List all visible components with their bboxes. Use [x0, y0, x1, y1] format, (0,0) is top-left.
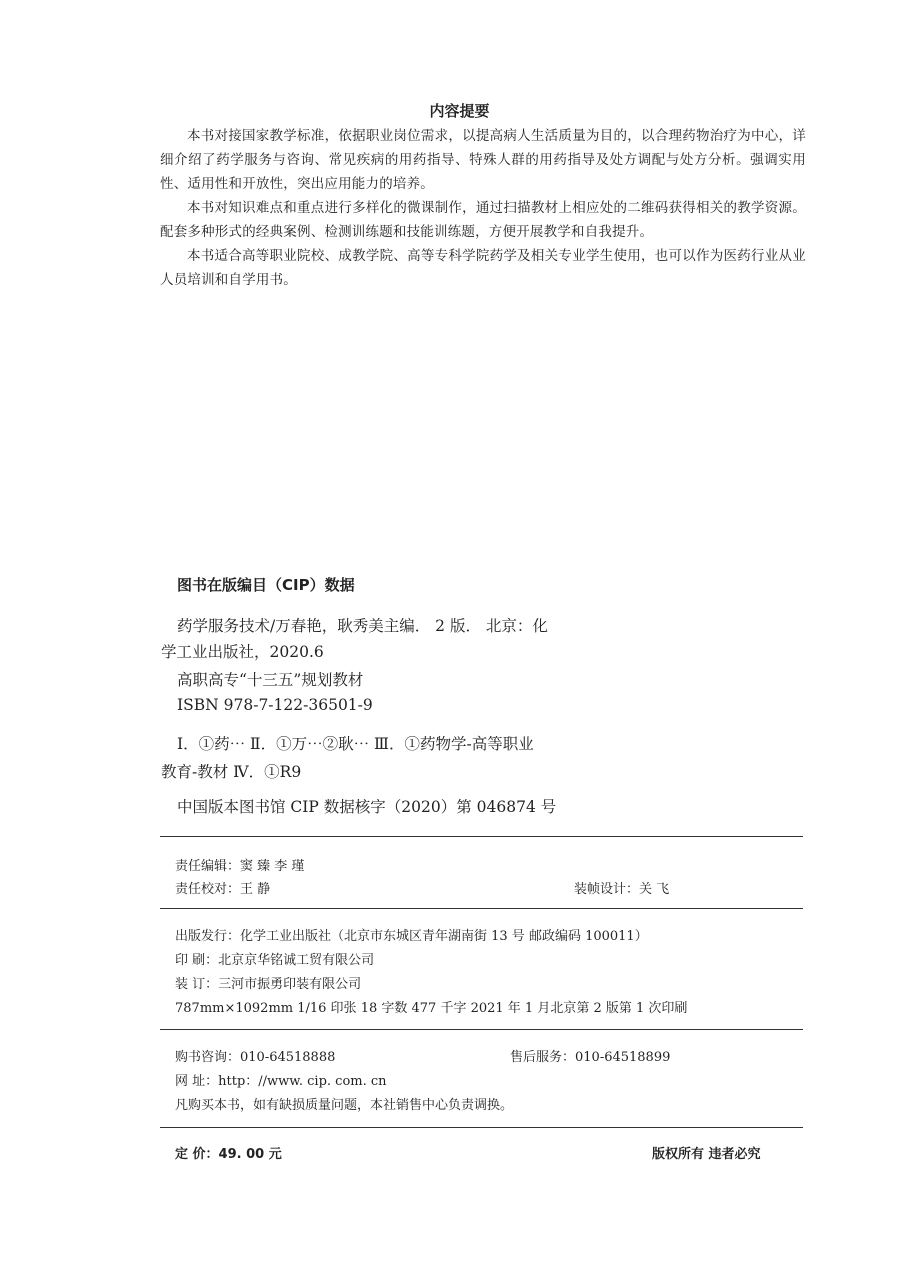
cip-line-3: 高职高专“十三五”规划教材 — [177, 671, 364, 689]
cip-isbn: ISBN 978-7-122-36501-9 — [177, 696, 373, 714]
summary-title: 内容提要 — [429, 102, 490, 120]
responsible-proofreader: 责任校对：王 静 — [175, 882, 271, 897]
price: 定 价：49. 00 元 — [175, 1147, 282, 1162]
cip-line-6: 教育-教材 Ⅳ．①R9 — [161, 763, 302, 781]
summary-paragraph: 本书适合高等职业院校、成教学院、高等专科学院药学及相关专业学生使用，也可以作为医药行业从业人员培训和自学用书。 — [160, 248, 806, 288]
summary-body — [160, 124, 806, 292]
print-specs: 787mm×1092mm 1/16 印张 18 字数 477 千字 2021 年 1 月北京第 2 版第 1 次印刷 — [175, 1001, 688, 1016]
purchase-phone: 购书咨询：010-64518888 — [175, 1050, 336, 1065]
website: 网 址：http：//www. cip. com. cn — [175, 1074, 387, 1089]
summary-paragraph: 本书对知识难点和重点进行多样化的微课制作，通过扫描教材上相应处的二维码获得相关的教学资源。配套多种形式的经典案例、检测训练题和技能训练题，方便开展教学和自我提升。 — [160, 200, 806, 240]
divider — [160, 908, 803, 909]
after-sales-phone: 售后服务：010-64518899 — [510, 1050, 671, 1065]
exchange-notice: 凡购买本书，如有缺损质量问题，本社销售中心负责调换。 — [175, 1098, 514, 1113]
cip-heading: 图书在版编目（CIP）数据 — [177, 576, 355, 594]
copyright-notice: 版权所有 违者必究 — [652, 1147, 761, 1162]
divider — [160, 836, 803, 837]
printer: 印 刷：北京京华铭诚工贸有限公司 — [175, 953, 375, 968]
summary-paragraph: 本书对接国家教学标准，依据职业岗位需求，以提高病人生活质量为目的，以合理药物治疗为中心，详细介绍了药学服务与咨询、常见疾病的用药指导、特殊人群的用药指导及处方调配与处方分析。强调实用性、适用性和开放性，突出应用能力的培养。 — [160, 128, 806, 192]
cip-line-2: 学工业出版社，2020.6 — [161, 643, 324, 661]
cip-number: 中国版本图书馆 CIP 数据核字（2020）第 046874 号 — [177, 798, 557, 816]
binder: 装 订：三河市振勇印装有限公司 — [175, 977, 362, 992]
cip-line-1: 药学服务技术/万春艳，耿秀美主编． 2 版． 北京：化 — [177, 617, 548, 635]
divider — [160, 1029, 803, 1030]
cip-line-5: Ⅰ．①药⋯ Ⅱ．①万⋯②耿⋯ Ⅲ．①药物学-高等职业 — [177, 735, 534, 753]
cover-designer: 装帧设计：关 飞 — [574, 882, 670, 897]
responsible-editor: 责任编辑：窦 臻 李 瑾 — [175, 859, 305, 874]
divider — [160, 1127, 803, 1128]
publisher: 出版发行：化学工业出版社（北京市东城区青年湖南街 13 号 邮政编码 100011） — [175, 929, 648, 944]
